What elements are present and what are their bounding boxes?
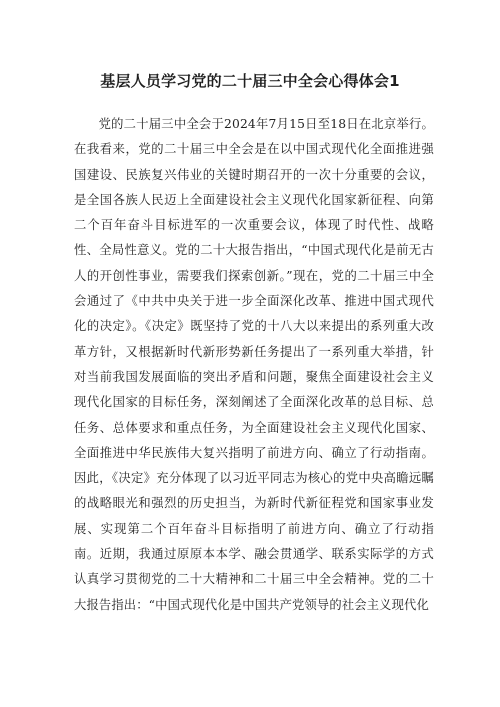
body-paragraph: 党的二十届三中全会于2024年7月15日至18日在北京举行。在我看来，党的二十届三中全会是在以中国式现代化全面推进强国建设、民族复兴伟业的关键时期召开的一次十分重要的会议，是全国各族人民迈上全面建设社会主义现代化国家新征程、向第二个百年奋斗目标进军的一次重要会议，体现了时代性、战略性、全局性意义。党的二十大报告指出，“中国式现代化是前无古人的开创性事业，需要我们探索创新。”现在，党的二十届三中全会通过了《中共中央关于进一步全面深化改革、推进中国式现代化的决定》。《决定》既坚持了党的十八大以来提出的系列重大改革方针，又根据新时代新形势新任务提出了一系列重大举措，针对当前我国发展面临的突出矛盾和问题，聚焦全面建设社会主义现代化国家的目标任务，深刻阐述了全面深化改革的总目标、总任务、总体要求和重点任务，为全面建设社会主义现代化国家、全面推进中华民族伟大复兴指明了前进方向、确立了行动指南。因此，《决定》充分体现了以习近平同志为核心的党中央高瞻远瞩的战略眼光和强烈的历史担当，为新时代新征程党和国家事业发展、实现第二个百年奋斗目标指明了前进方向、确立了行动指南。近期，我通过原原本本学、融会贯通学、联系实际学的方式认真学习贯彻党的二十大精神和二十届三中全会精神。党的二十大报告指出：“中国式现代化是中国共产党领导的社会主义现代化 [74, 117, 434, 612]
document-title: 基层人员学习党的二十届三中全会心得体会1 [100, 72, 400, 90]
